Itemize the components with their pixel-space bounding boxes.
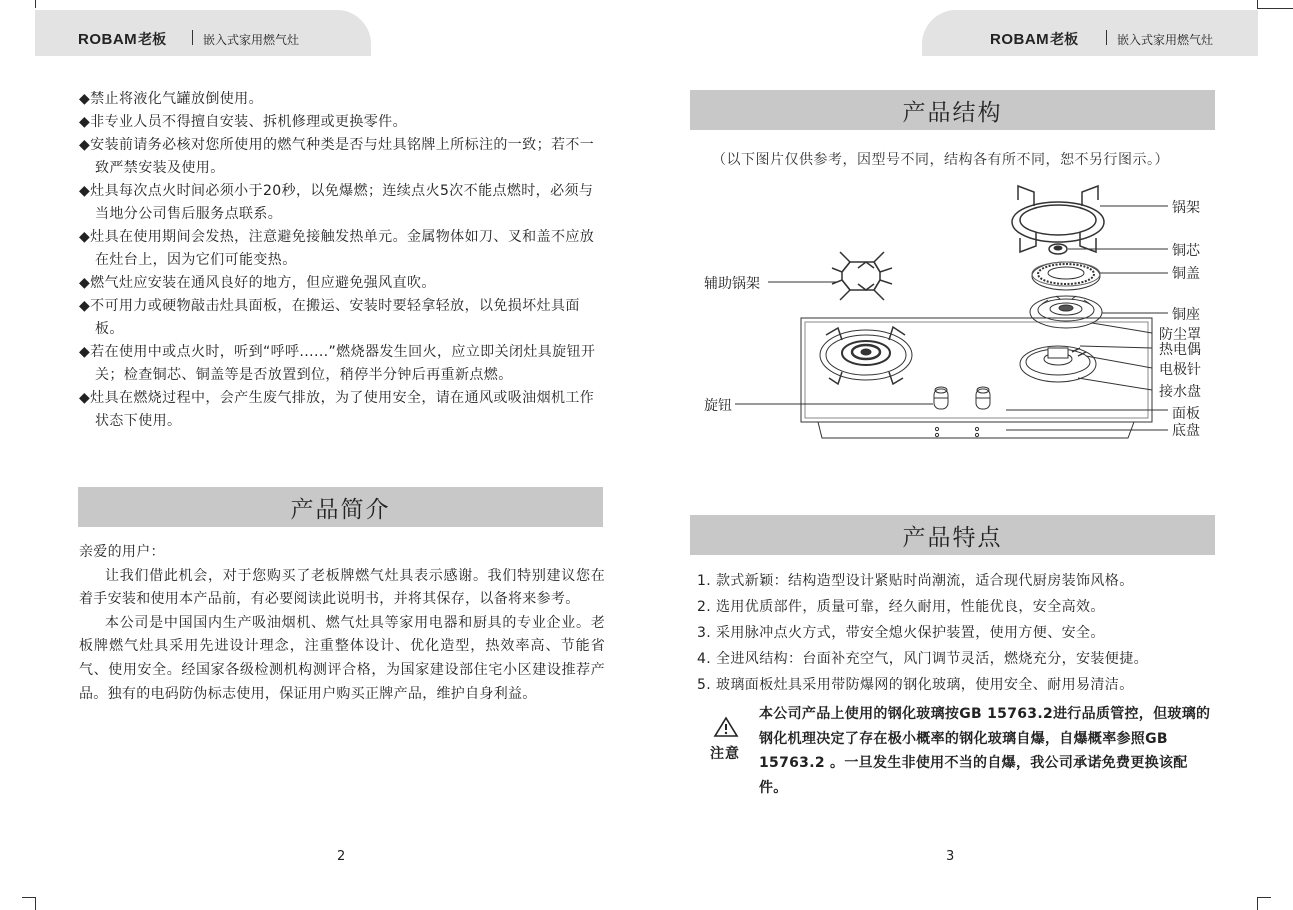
stove-panel-outline bbox=[801, 318, 1152, 422]
header-divider bbox=[192, 30, 193, 45]
label-copper-cap: 铜盖 bbox=[1172, 266, 1200, 282]
intro-paragraph: 让我们借此机会，对于您购买了老板牌燃气灶具表示感谢。我们特别建议您在着手安装和使用本产品前，有必要阅读此说明书，并将其保存，以备将来参考。 bbox=[79, 567, 605, 608]
label-base: 底盘 bbox=[1172, 423, 1200, 439]
list-item: ◆禁止将液化气罐放倒使用。 bbox=[79, 91, 263, 107]
label-knob: 旋钮 bbox=[704, 398, 732, 414]
safety-bullet-list bbox=[79, 88, 605, 433]
copper-seat bbox=[1030, 296, 1102, 328]
base-screw bbox=[975, 433, 978, 436]
crop-mark bbox=[1257, 897, 1271, 898]
label-drip-tray: 接水盘 bbox=[1159, 384, 1201, 400]
list-item: ◆灶具每次点火时间必须小于20秒，以免爆燃；连续点火5次不能点燃时，必须与当地分公司售后服务点联系。 bbox=[79, 183, 594, 222]
aux-pot-rack bbox=[832, 252, 892, 300]
base-screw bbox=[935, 427, 938, 430]
warning-text: 本公司产品上使用的钢化玻璃按GB 15763.2进行品质管控，但玻璃的钢化机理决定了存在极小概率的钢化玻璃自爆，自爆概率参照GB 15763.2 。一旦发生非使用不当的自爆，我公司承诺免费更换该配件。 bbox=[759, 706, 1211, 796]
intro-greeting: 亲爱的用户： bbox=[79, 544, 165, 560]
list-item: ◆安装前请务必核对您所使用的燃气种类是否与灶具铭牌上所标注的一致；若不一致严禁安装及使用。 bbox=[79, 137, 595, 176]
list-item: ◆灶具在使用期间会发热，注意避免接触发热单元。金属物体如刀、叉和盖不应放在灶台上，因为它们可能变热。 bbox=[79, 229, 595, 268]
leader-line bbox=[1078, 378, 1152, 390]
copper-cap bbox=[1032, 262, 1100, 290]
crop-mark bbox=[35, 897, 36, 910]
intro-text bbox=[79, 541, 605, 706]
header-divider bbox=[1106, 30, 1107, 45]
crop-mark bbox=[35, 0, 36, 8]
label-aux-pot-rack: 辅助锅架 bbox=[704, 276, 760, 292]
crop-mark bbox=[1257, 8, 1293, 9]
brand-logo-right: ROBAM老板 bbox=[990, 31, 1079, 48]
list-item: 5. 玻璃面板灶具采用带防爆网的钢化玻璃，使用安全、耐用易清洁。 bbox=[697, 677, 1134, 693]
knob-right bbox=[976, 387, 990, 409]
list-item: 4. 全进风结构：台面补充空气，风门调节灵活，燃烧充分，安装便捷。 bbox=[697, 651, 1149, 667]
intro-section-title: 产品简介 bbox=[78, 487, 603, 527]
header-subtitle-left: 嵌入式家用燃气灶 bbox=[203, 33, 300, 47]
brand-logo-left: ROBAM老板 bbox=[78, 31, 167, 48]
list-item: ◆若在使用中或点火时，听到“呼呼......”燃烧器发生回火，应立即关闭灶具旋钮开关；检查铜芯、铜盖等是否放置到位，稍停半分钟后再重新点燃。 bbox=[79, 344, 596, 383]
copper-core bbox=[1049, 244, 1067, 254]
base-screw bbox=[935, 433, 938, 436]
leader-line bbox=[1092, 323, 1152, 333]
list-item: ◆灶具在燃烧过程中，会产生废气排放，为了使用安全，请在通风或吸油烟机工作状态下使用。 bbox=[79, 390, 595, 429]
label-electrode: 电极针 bbox=[1159, 362, 1201, 378]
label-copper-seat: 铜座 bbox=[1172, 307, 1200, 323]
page-number-right: 3 bbox=[946, 849, 955, 864]
list-item: ◆非专业人员不得擅自安装、拆机修理或更换零件。 bbox=[79, 114, 407, 130]
list-item: 2. 选用优质部件，质量可靠，经久耐用，性能优良，安全高效。 bbox=[697, 599, 1105, 615]
structure-section-title: 产品结构 bbox=[690, 90, 1215, 130]
intro-paragraph: 本公司是中国国内生产吸油烟机、燃气灶具等家用电器和厨具的专业企业。老板牌燃气灶具采用先进设计理念，注重整体设计、优化造型，热效率高、节能省气、使用安全。经国家各级检测机构测评合格，为国家建设部住宅小区建设推荐产品。独有的电码防伪标志使用，保证用户购买正牌产品，维护自身利益。 bbox=[79, 614, 605, 702]
warning-icon bbox=[713, 716, 739, 738]
page-number-left: 2 bbox=[337, 849, 346, 864]
list-item: ◆不可用力或硬物敲击灶具面板，在搬运、安装时要轻拿轻放，以免损坏灶具面板。 bbox=[79, 298, 580, 337]
crop-mark bbox=[1257, 0, 1258, 8]
crop-mark bbox=[22, 897, 36, 898]
stove-panel-inner bbox=[805, 322, 1148, 418]
list-item: 3. 采用脉冲点火方式，带安全熄火保护装置，使用方便、安全。 bbox=[697, 625, 1105, 641]
main-pot-rack bbox=[1012, 186, 1104, 252]
label-dust-cover: 防尘罩 bbox=[1159, 327, 1201, 343]
label-thermocouple: 热电偶 bbox=[1159, 342, 1201, 358]
drip-tray bbox=[1020, 346, 1096, 382]
structure-note: （以下图片仅供参考，因型号不同，结构各有所不同，恕不另行图示。） bbox=[712, 152, 1169, 168]
list-item: 1. 款式新颖：结构造型设计紧贴时尚潮流，适合现代厨房装饰风格。 bbox=[697, 573, 1134, 589]
left-burner-assembly bbox=[820, 327, 912, 384]
base-screw bbox=[975, 427, 978, 430]
label-pot-rack: 锅架 bbox=[1172, 200, 1200, 216]
crop-mark bbox=[1257, 897, 1258, 910]
label-panel: 面板 bbox=[1172, 406, 1200, 422]
features-list bbox=[697, 568, 1148, 698]
knob-left bbox=[934, 387, 948, 409]
leader-line bbox=[1080, 346, 1152, 348]
list-item: ◆燃气灶应安装在通风良好的地方，但应避免强风直吹。 bbox=[79, 275, 436, 291]
features-section-title: 产品特点 bbox=[690, 515, 1215, 555]
leader-line bbox=[1086, 356, 1152, 368]
header-subtitle-right: 嵌入式家用燃气灶 bbox=[1117, 33, 1214, 47]
stove-base-tray bbox=[818, 422, 1134, 438]
warning-label: 注意 bbox=[710, 746, 740, 762]
label-copper-core: 铜芯 bbox=[1172, 243, 1200, 259]
